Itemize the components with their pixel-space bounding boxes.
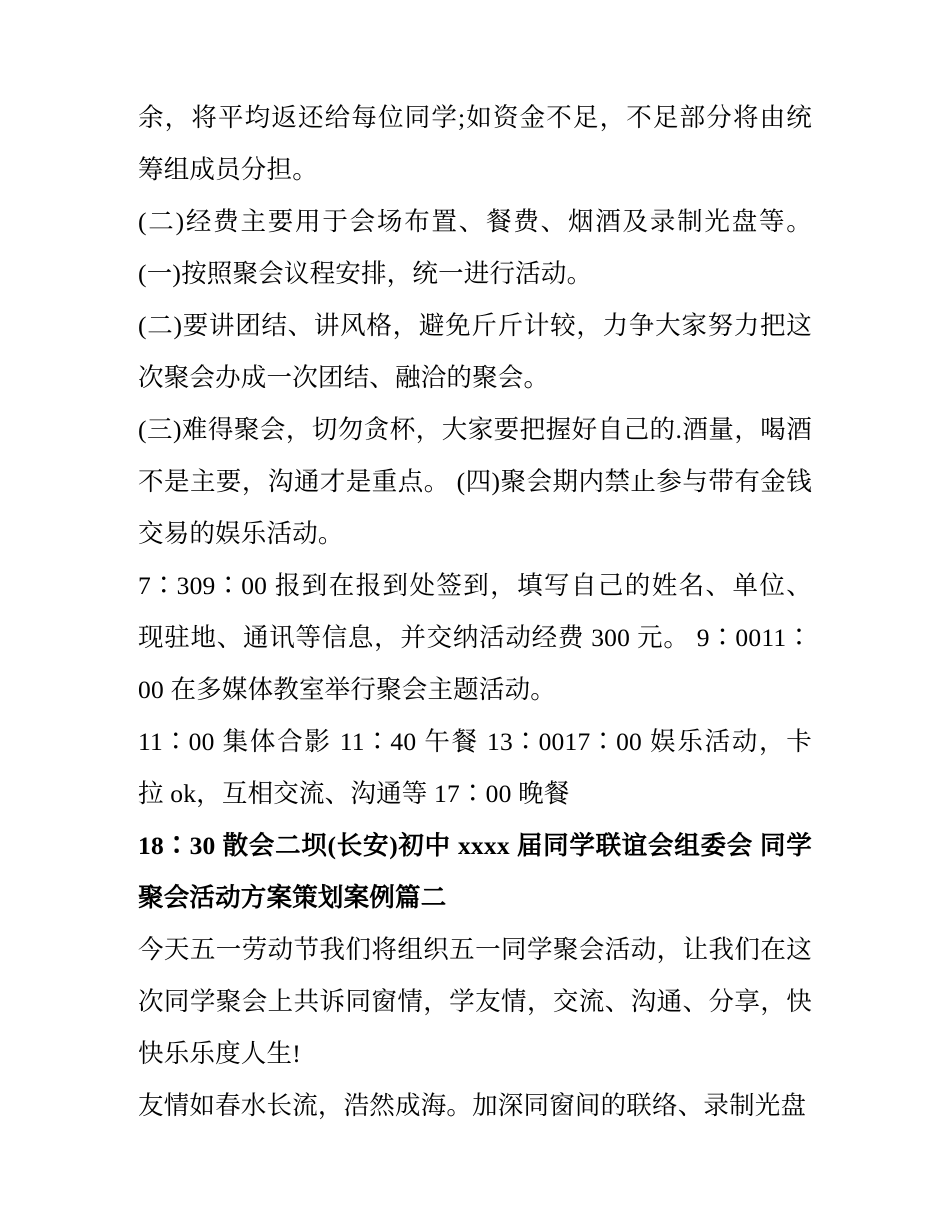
paragraph: 今天五一劳动节我们将组织五一同学聚会活动，让我们在这次同学聚会上共诉同窗情，学友情，交流、沟通、分享，快快乐乐度人生! xyxy=(138,935,812,1068)
paragraph: (二)要讲团结、讲风格，避免斤斤计较，力争大家努力把这次聚会办成一次团结、融洽的聚会。 xyxy=(138,311,812,392)
paragraph: 18∶30 散会二坝(长安)初中 xxxx 届同学联谊会组委会 同学聚会活动方案策划案例篇二 xyxy=(138,831,812,912)
paragraph: 余，将平均返还给每位同学;如资金不足，不足部分将由统筹组成员分担。 xyxy=(138,103,812,184)
paragraph: (二)经费主要用于会场布置、餐费、烟酒及录制光盘等。 (一)按照聚会议程安排，统一进行活动。 xyxy=(138,207,812,288)
paragraph: (三)难得聚会，切勿贪杯，大家要把握好自己的.酒量，喝酒不是主要，沟通才是重点。 (四)聚会期内禁止参与带有金钱交易的娱乐活动。 xyxy=(138,415,812,548)
document-body xyxy=(138,92,812,1132)
paragraph: 友情如春水长流，浩然成海。加深同窗间的联络、录制光盘 xyxy=(138,1091,807,1120)
paragraph: 11∶00 集体合影 11∶40 午餐 13∶0017∶00 娱乐活动，卡拉 ok，互相交流、沟通等 17∶00 晚餐 xyxy=(138,727,812,808)
paragraph: 7∶309∶00 报到在报到处签到，填写自己的姓名、单位、现驻地、通讯等信息，并交纳活动经费 300 元。 9∶0011∶00 在多媒体教室举行聚会主题活动。 xyxy=(138,571,812,704)
